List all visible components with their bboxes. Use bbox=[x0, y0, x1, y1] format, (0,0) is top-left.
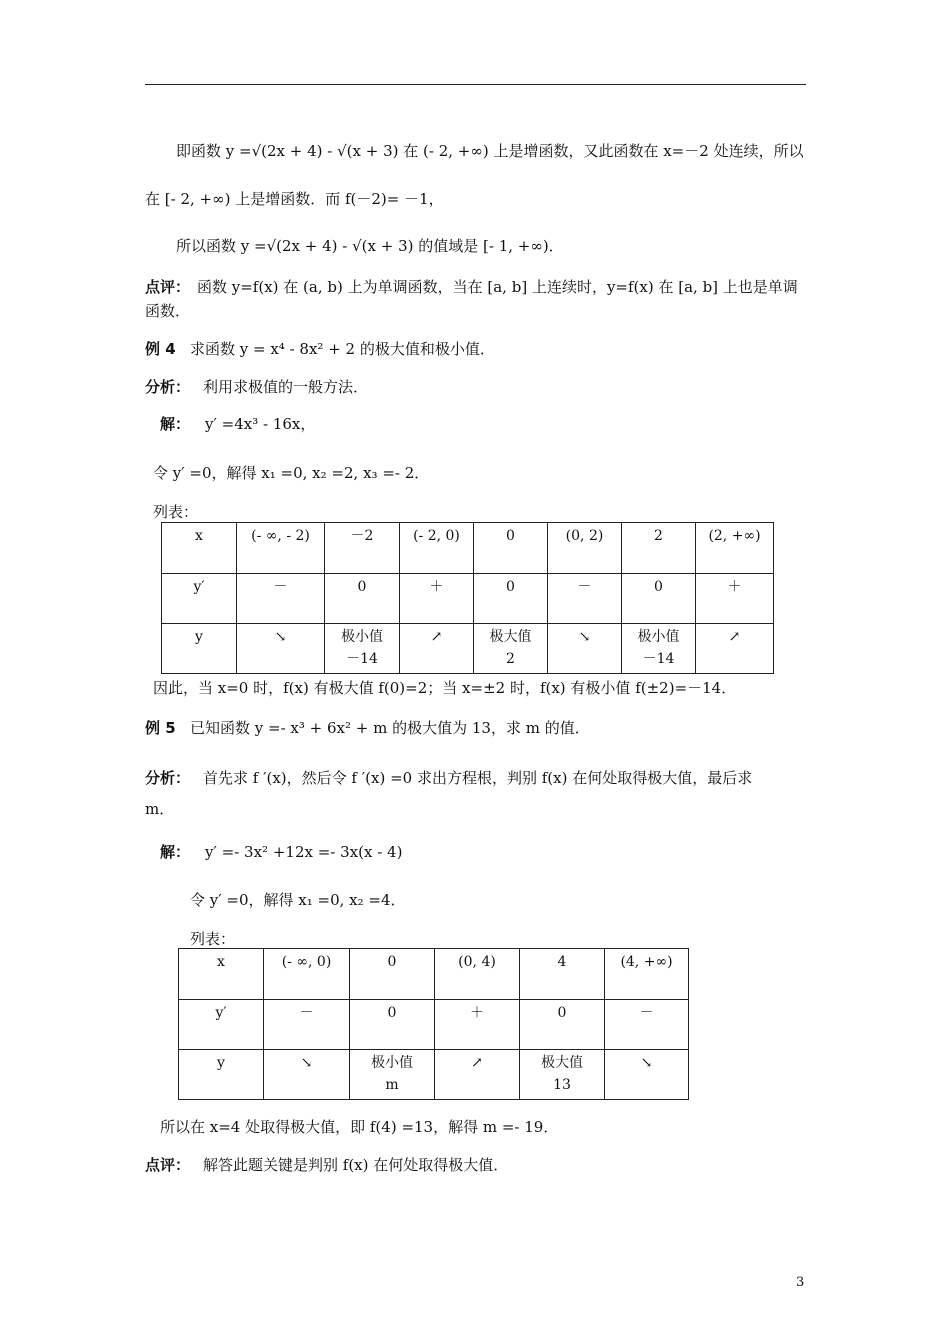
table-cell: y′ bbox=[162, 574, 237, 624]
table-cell: 0 bbox=[350, 1000, 435, 1050]
table-cell: － bbox=[264, 1000, 350, 1050]
table-cell: ↘ bbox=[264, 1050, 350, 1100]
text-line-domain-2: 在 [- 2, +∞) 上是增函数．而 f(－2)= －1， bbox=[145, 190, 444, 208]
table-4-caption: 列表： bbox=[153, 503, 199, 521]
table-cell: (0, 2) bbox=[548, 523, 622, 574]
analysis-4-text: 利用求极值的一般方法． bbox=[203, 378, 369, 396]
table-derivative-row bbox=[162, 574, 774, 624]
solution-4-roots: 令 y′ =0，解得 x₁ =0, x₂ =2, x₃ =- 2． bbox=[153, 464, 430, 482]
table-cell: (4, +∞) bbox=[605, 949, 689, 1000]
table-cell: 极大值 2 bbox=[474, 624, 548, 674]
example-4-label: 例 4 bbox=[145, 340, 176, 358]
solution-5-roots: 令 y′ =0，解得 x₁ =0, x₂ =4． bbox=[190, 891, 406, 909]
table-cell: y bbox=[179, 1050, 264, 1100]
table-cell: 极大值 13 bbox=[520, 1050, 605, 1100]
table-cell: ↗ bbox=[400, 624, 474, 674]
table-x-row bbox=[179, 949, 689, 1000]
sign-table-example-5 bbox=[178, 948, 689, 1100]
table-cell: 极小值 －14 bbox=[622, 624, 696, 674]
example-5-label: 例 5 bbox=[145, 719, 176, 737]
table-cell: 0 bbox=[520, 1000, 605, 1050]
comment-text-1: 函数 y=f(x) 在 (a, b) 上为单调函数，当在 [a, b] 上连续时，y=f(x) 在 [a, b] 上也是单调 bbox=[197, 278, 798, 296]
table-cell: (- ∞, 0) bbox=[264, 949, 350, 1000]
table-cell: (- ∞, - 2) bbox=[237, 523, 325, 574]
table-cell: x bbox=[179, 949, 264, 1000]
table-cell: 0 bbox=[350, 949, 435, 1000]
table-x-row bbox=[162, 523, 774, 574]
example-5-text: 已知函数 y =- x³ + 6x² + m 的极大值为 13，求 m 的值． bbox=[190, 719, 590, 737]
table-cell: － bbox=[237, 574, 325, 624]
table-cell: ↘ bbox=[237, 624, 325, 674]
analysis-5-text: 首先求 f ′(x)，然后令 f ′(x) =0 求出方程根，判别 f(x) 在何处取得极大值，最后求 bbox=[203, 769, 753, 787]
table-cell: － bbox=[605, 1000, 689, 1050]
solution-5-label: 解： bbox=[160, 843, 191, 861]
table-cell: 2 bbox=[622, 523, 696, 574]
conclusion-4: 因此，当 x=0 时，f(x) 有极大值 f(0)=2；当 x=±2 时，f(x) 有极小值 f(±2)=－14． bbox=[153, 679, 737, 697]
table-cell: 0 bbox=[622, 574, 696, 624]
table-cell: x bbox=[162, 523, 237, 574]
table-cell: － bbox=[548, 574, 622, 624]
table-5-caption: 列表： bbox=[190, 930, 236, 948]
table-derivative-row bbox=[179, 1000, 689, 1050]
header-rule bbox=[145, 84, 806, 85]
table-cell: －2 bbox=[325, 523, 400, 574]
table-function-row bbox=[179, 1050, 689, 1100]
page-number: 3 bbox=[796, 1275, 805, 1290]
text-line-domain-1: 即函数 y =√(2x + 4) - √(x + 3) 在 (- 2, +∞) 上是增函数，又此函数在 x=－2 处连续，所以 bbox=[176, 142, 804, 160]
comment-text-1-cont: 函数． bbox=[145, 302, 191, 320]
sign-table-example-4 bbox=[161, 522, 774, 674]
example-4-text: 求函数 y = x⁴ - 8x² + 2 的极大值和极小值． bbox=[190, 340, 495, 358]
table-cell: ↗ bbox=[696, 624, 774, 674]
table-cell: ＋ bbox=[696, 574, 774, 624]
table-function-row bbox=[162, 624, 774, 674]
table-cell: (2, +∞) bbox=[696, 523, 774, 574]
table-cell: ＋ bbox=[435, 1000, 520, 1050]
comment-label-2: 点评： bbox=[145, 1156, 191, 1174]
analysis-5-cont: m． bbox=[145, 800, 175, 818]
table-cell: 极小值 m bbox=[350, 1050, 435, 1100]
text-line-range: 所以函数 y =√(2x + 4) - √(x + 3) 的值域是 [- 1, +∞)． bbox=[176, 237, 564, 255]
conclusion-5: 所以在 x=4 处取得极大值，即 f(4) =13，解得 m =- 19． bbox=[160, 1118, 559, 1136]
table-cell: y bbox=[162, 624, 237, 674]
table-cell: y′ bbox=[179, 1000, 264, 1050]
table-cell: 0 bbox=[474, 574, 548, 624]
table-cell: ↗ bbox=[435, 1050, 520, 1100]
table-cell: 0 bbox=[325, 574, 400, 624]
solution-4-label: 解： bbox=[160, 415, 191, 433]
comment-label-1: 点评： bbox=[145, 278, 191, 296]
table-cell: (0, 4) bbox=[435, 949, 520, 1000]
comment-text-2: 解答此题关键是判别 f(x) 在何处取得极大值． bbox=[203, 1156, 509, 1174]
table-cell: 极小值 －14 bbox=[325, 624, 400, 674]
solution-4-derivative: y′ =4x³ - 16x， bbox=[205, 415, 316, 433]
table-cell: ＋ bbox=[400, 574, 474, 624]
solution-5-derivative: y′ =- 3x² +12x =- 3x(x - 4) bbox=[205, 843, 403, 861]
analysis-5-label: 分析： bbox=[145, 769, 191, 787]
analysis-4-label: 分析： bbox=[145, 378, 191, 396]
table-cell: (- 2, 0) bbox=[400, 523, 474, 574]
table-cell: ↘ bbox=[548, 624, 622, 674]
table-cell: 4 bbox=[520, 949, 605, 1000]
table-cell: ↘ bbox=[605, 1050, 689, 1100]
table-cell: 0 bbox=[474, 523, 548, 574]
